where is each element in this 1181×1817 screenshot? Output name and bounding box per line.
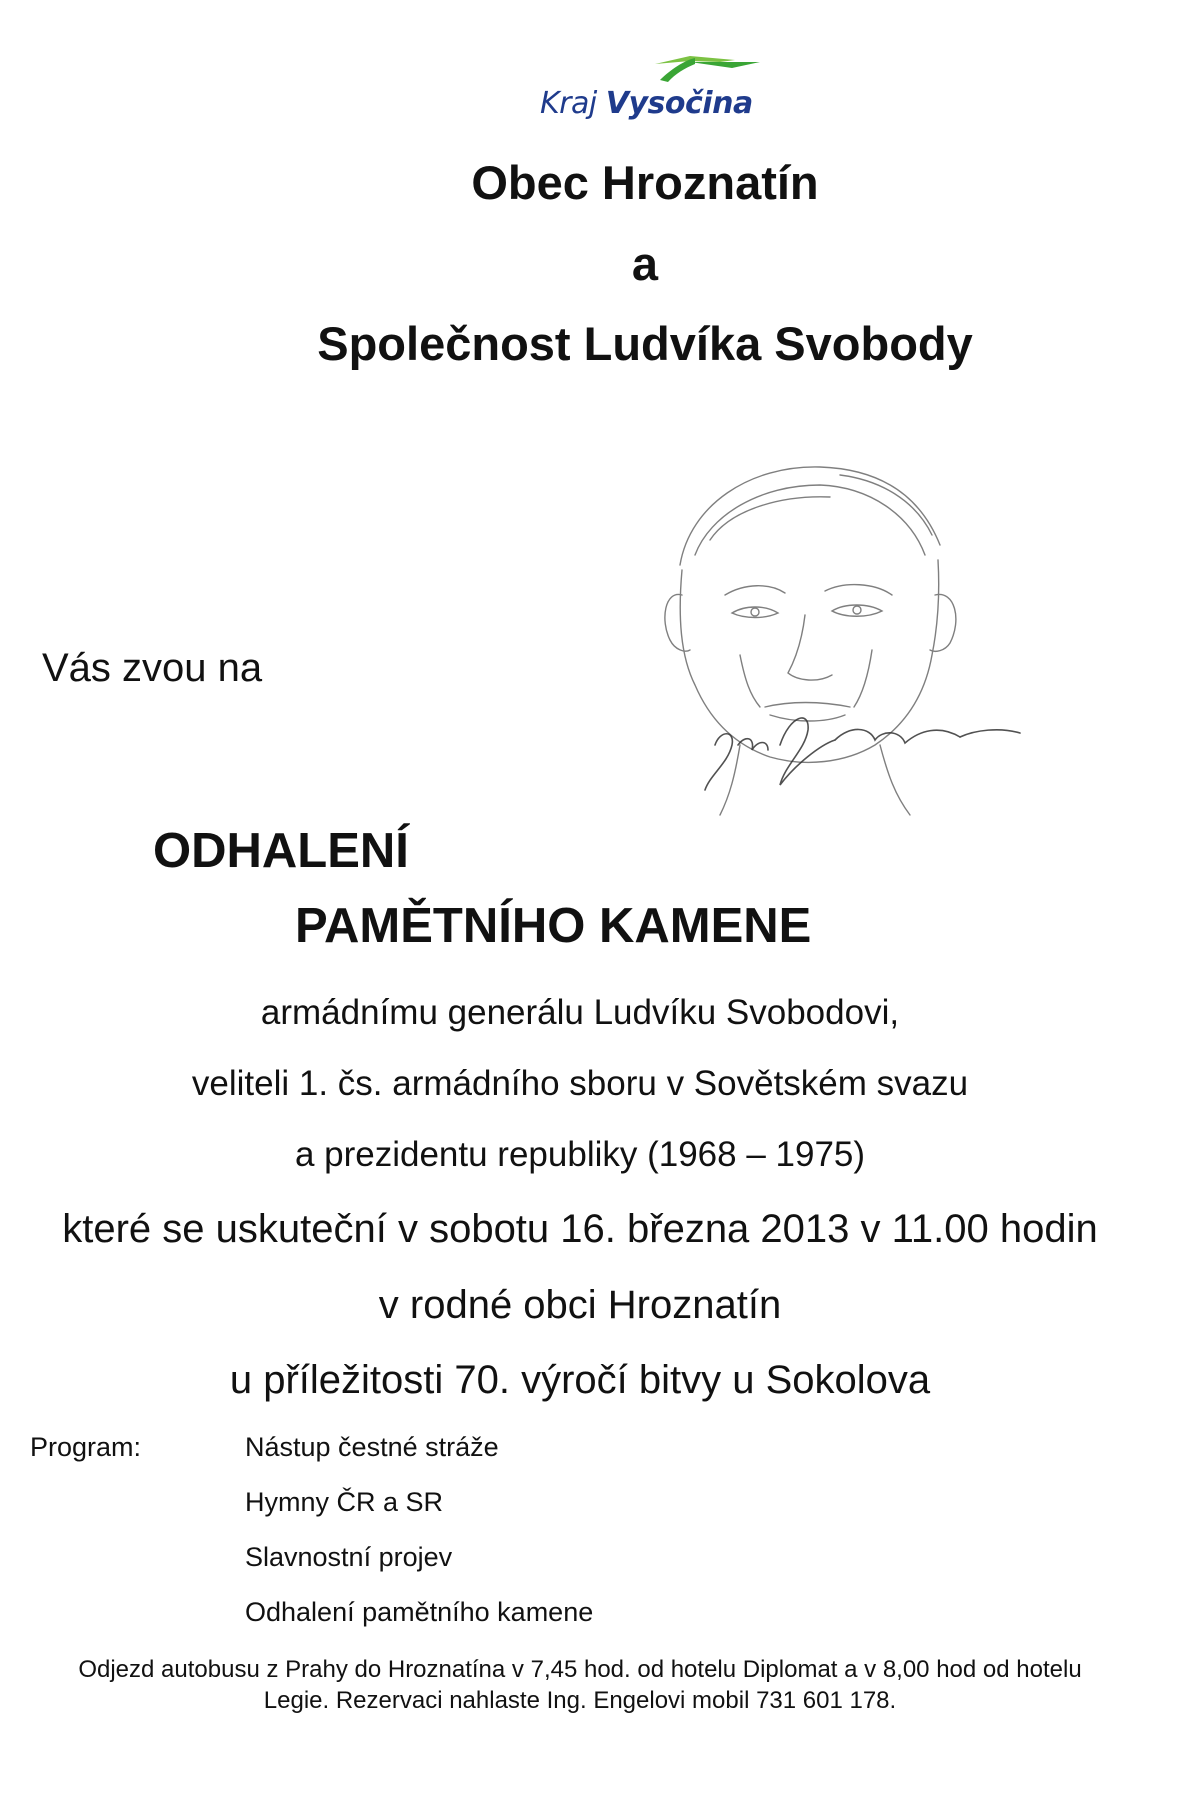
logo-text-kraj: Kraj <box>540 86 597 121</box>
portrait-sketch <box>620 445 1060 865</box>
signature-icon <box>705 718 1020 790</box>
footer-line-1: Odjezd autobusu z Prahy do Hroznatína v 7,45 hod. od hotelu Diplomat a v 8,00 hod od hotelu <box>78 1656 1082 1683</box>
logo-text-vysocina: Vysočina <box>605 86 753 121</box>
body-line-2: veliteli 1. čs. armádního sboru v Sovětském svazu <box>191 1064 969 1103</box>
organizer-line-1: Obec Hroznatín <box>471 156 819 209</box>
program-label: Program: <box>30 1432 142 1462</box>
body-line-1: armádnímu generálu Ludvíku Svobodovi, <box>260 993 900 1032</box>
footer-line-2: Legie. Rezervaci nahlaste Ing. Engelovi mobil 731 601 178. <box>263 1687 897 1714</box>
event-title-line-2: PAMĚTNÍHO KAMENE <box>295 899 812 953</box>
invite-text: Vás zvou na <box>42 646 263 690</box>
program-item: Nástup čestné stráže <box>245 1432 499 1462</box>
body-line-3: a prezidentu republiky (1968 – 1975) <box>294 1135 866 1174</box>
portrait-drawing <box>620 445 1060 865</box>
organizer-line-3: Společnost Ludvíka Svobody <box>317 317 973 370</box>
footer-note <box>0 1654 1160 1716</box>
organizer-line-2: a <box>631 237 659 290</box>
event-title-line-1: ODHALENÍ <box>153 824 409 878</box>
body-line-4: které se uskuteční v sobotu 16. března 2013 v 11.00 hodin <box>62 1207 1098 1251</box>
program-item: Odhalení pamětního kamene <box>245 1597 594 1627</box>
program-item: Slavnostní projev <box>245 1542 453 1572</box>
body-line-6: u příležitosti 70. výročí bitvy u Sokolova <box>229 1358 931 1402</box>
kraj-vysocina-logo <box>520 50 760 130</box>
logo-swoosh-icon <box>520 50 760 90</box>
body-line-5: v rodné obci Hroznatín <box>378 1283 782 1327</box>
program-item: Hymny ČR a SR <box>245 1487 444 1517</box>
logo-text <box>540 86 753 121</box>
